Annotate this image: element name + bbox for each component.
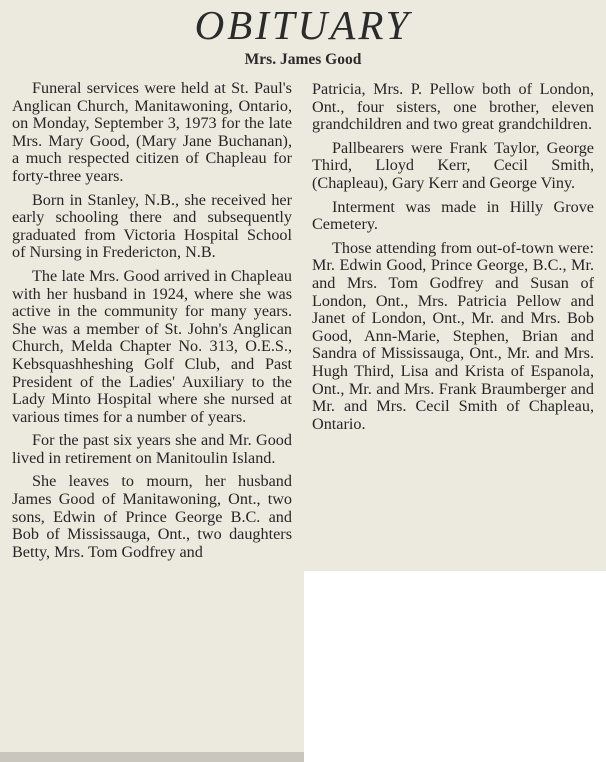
paragraph-interment: Interment was made in Hilly Grove Cemetery. [312, 197, 594, 234]
paragraph-pallbearers: Pallbearers were Frank Taylor, George Third, Lloyd Kerr, Cecil Smith, (Chapleau), Gary Kerr and George Viny. [312, 138, 594, 192]
paragraph-survivors-cont: Patricia, Mrs. P. Pellow both of London, Ont., four sisters, one brother, eleven grandchildren and two great grandchildren. [312, 80, 594, 134]
paragraph-chapleau: The late Mrs. Good arrived in Chapleau with her husband in 1924, where she was active in the community for many years. She was a member of St. John's Anglican Church, Melda Chapter No. 313, O.E.S., Kebsquashheshing Golf Club, and Past President of the Ladies' Auxiliary to the Lady Minto Hospital where she nursed at various times for a number of years. [12, 266, 292, 426]
article-column-right [312, 81, 594, 439]
paragraph-attendees: Those attending from out-of-town were: Mr. Edwin Good, Prince George, B.C., Mr. and Mrs. Tom Godfrey and Susan of London, Ont., Mrs. Patricia Pellow and Janet of London, Ont., Mr. and Mrs. Bob Good, Ann-Marie, Stephen, Brian and Sandra of Mississauga, Ont., Mr. and Mrs. Hugh Third, Lisa and Krista of Espanola, Ont., Mr. and Mrs. Frank Braumberger and Mr. and Mrs. Cecil Smith of Chapleau, Ontario. [312, 238, 594, 433]
obituary-title: OBITUARY [194, 2, 412, 48]
paragraph-survivors: She leaves to mourn, her husband James Good of Manitawoning, Ont., two sons, Edwin of Prince George B.C. and Bob of Mississauga, Ont., two daughters Betty, Mrs. Tom Godfrey and [12, 472, 292, 561]
paragraph-born: Born in Stanley, N.B., she received her early schooling there and subsequently graduated from Victoria Hospital School of Nursing in Fredericton, N.B. [12, 190, 292, 262]
obituary-byline: Mrs. James Good [244, 51, 362, 68]
paragraph-funeral: Funeral services were held at St. Paul's Anglican Church, Manitawoning, Ontario, on Monday, September 3, 1973 for the late Mrs. Mary Good, (Mary Jane Buchanan), a much respected citizen of Chapleau for forty-three years. [12, 79, 292, 185]
paragraph-retirement: For the past six years she and Mr. Good lived in retirement on Manitoulin Island. [12, 431, 292, 467]
newspaper-clipping-lower [0, 571, 304, 762]
article-column-left [12, 80, 292, 567]
clipping-edge [0, 752, 304, 762]
